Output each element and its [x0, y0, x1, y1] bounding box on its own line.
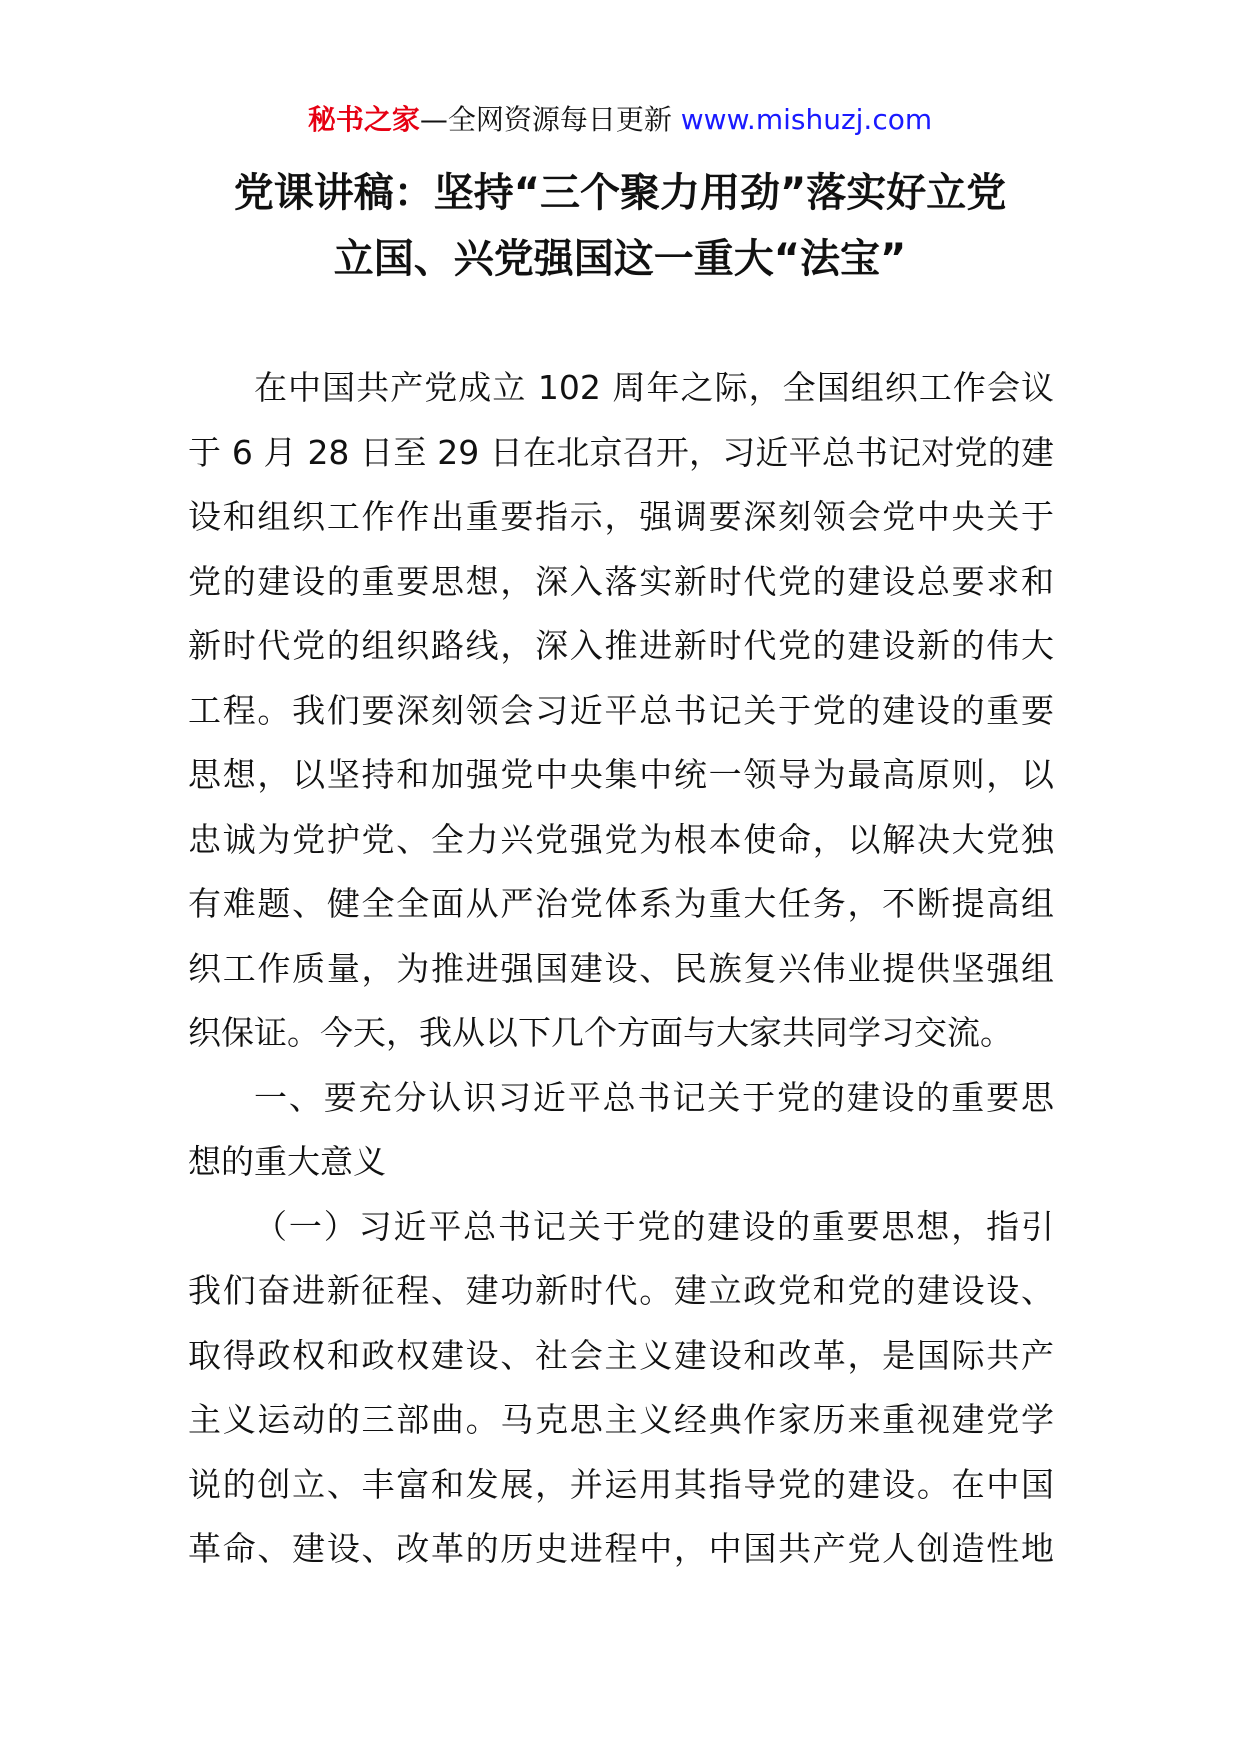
paragraph-line: 革命、建设、改革的历史进程中，中国共产党人创造性地: [188, 1529, 1054, 1568]
paragraph-line: 取得政权和政权建设、社会主义建设和改革，是国际共产: [188, 1335, 1054, 1375]
paragraph-line: （一）习近平总书记关于党的建设的重要思想，指引: [254, 1206, 1054, 1246]
header-tagline: —全网资源每日更新: [419, 103, 681, 136]
paragraph-line: 党的建设的重要思想，深入落实新时代党的建设总要求和: [188, 561, 1054, 601]
paragraph-line: 有难题、健全全面从严治党体系为重大任务，不断提高组: [188, 884, 1054, 923]
paragraph-line: 设和组织工作作出重要指示，强调要深刻领会党中央关于: [188, 497, 1054, 536]
paragraph-line: 工程。我们要深刻领会习近平总书记关于党的建设的重要: [188, 690, 1054, 730]
paragraph-line: 织工作质量，为推进强国建设、民族复兴伟业提供坚强组: [188, 948, 1054, 988]
title-line: 立国、兴党强国这一重大“法宝”: [333, 236, 907, 282]
document-body: [188, 356, 1054, 1582]
paragraph-line: 说的创立、丰富和发展，并运用其指导党的建设。在中国: [188, 1464, 1054, 1504]
brand-name: 秘书之家: [307, 103, 420, 136]
paragraph-line: 在中国共产党成立 102 周年之际，全国组织工作会议: [254, 368, 1054, 407]
site-url-link[interactable]: www.mishuzj.com: [680, 103, 933, 136]
paragraph-line: 忠诚为党护党、全力兴党强党为根本使命，以解决大党独: [188, 819, 1054, 859]
paragraph-line: 我们奋进新征程、建功新时代。建立政党和党的建设设、: [188, 1271, 1054, 1310]
paragraph-line: 织保证。今天，我从以下几个方面与大家共同学习交流。: [188, 1013, 1013, 1052]
document-title: [150, 160, 1090, 292]
paragraph-line: 于 6 月 28 日至 29 日在北京召开，习近平总书记对党的建: [188, 432, 1054, 472]
site-header: [0, 100, 1240, 140]
paragraph-line: 新时代党的组织路线，深入推进新时代党的建设新的伟大: [188, 626, 1054, 665]
paragraph-line: 主义运动的三部曲。马克思主义经典作家历来重视建党学: [188, 1400, 1054, 1439]
section-heading-line: 一、要充分认识习近平总书记关于党的建设的重要思: [254, 1077, 1054, 1117]
paragraph-line: 思想，以坚持和加强党中央集中统一领导为最高原则，以: [188, 755, 1054, 794]
title-line: 党课讲稿：坚持“三个聚力用劲”落实好立党: [233, 170, 1007, 216]
section-heading-line: 想的重大意义: [188, 1142, 386, 1181]
